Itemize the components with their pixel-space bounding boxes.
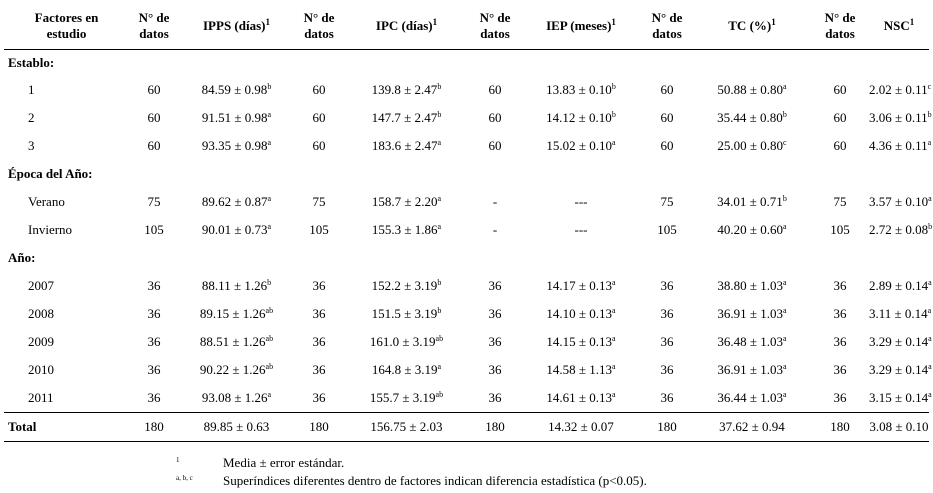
superscript-letter: a bbox=[612, 362, 616, 371]
results-table bbox=[4, 3, 933, 442]
value-text: 91.51 ± 0.98 bbox=[201, 110, 268, 125]
group-row bbox=[4, 160, 929, 188]
value-text: 36.48 ± 1.03 bbox=[717, 334, 784, 349]
superscript-letter: a bbox=[267, 138, 272, 147]
superscript-letter: b bbox=[928, 222, 933, 231]
col-ipps-header: IPPS (días)$^1$ bbox=[179, 3, 294, 50]
table-row bbox=[4, 216, 929, 244]
superscript-letter: b bbox=[927, 110, 932, 119]
cell-n-tc: 60 bbox=[660, 138, 674, 153]
value-text: 152.2 ± 3.19 bbox=[371, 278, 438, 293]
cell-ipc bbox=[344, 216, 469, 244]
cell-iep bbox=[521, 188, 641, 216]
cell-ipps bbox=[179, 104, 294, 132]
row-label: 2007 bbox=[28, 278, 54, 293]
table-row bbox=[4, 132, 929, 160]
superscript-letter: b bbox=[267, 278, 272, 287]
cell-ipc bbox=[344, 104, 469, 132]
superscript-letter: a bbox=[437, 362, 442, 371]
value-text: 89.15 ± 1.26 bbox=[199, 306, 266, 321]
superscript-letter: ab bbox=[265, 362, 274, 371]
col-nsc-header: NSC$^1$ bbox=[869, 3, 929, 50]
cell-n-tc: 36 bbox=[660, 362, 674, 377]
cell-ipps bbox=[179, 76, 294, 104]
cell-n-ipc: 105 bbox=[309, 222, 329, 237]
cell-ipc bbox=[344, 76, 469, 104]
value-text: 37.62 ± 0.94 bbox=[719, 419, 785, 434]
cell-nsc bbox=[869, 132, 932, 160]
cell-tc bbox=[693, 76, 811, 104]
cell-iep bbox=[521, 104, 641, 132]
cell-tc bbox=[693, 413, 811, 442]
cell-n-iep: 36 bbox=[488, 278, 502, 293]
superscript-letter: a bbox=[437, 194, 442, 203]
value-text: 183.6 ± 2.47 bbox=[371, 138, 438, 153]
superscript-letter: a bbox=[783, 306, 787, 315]
cell-ipc bbox=[344, 328, 469, 356]
value-text: 2.89 ± 0.14 bbox=[869, 278, 929, 293]
cell-n-ipps: 75 bbox=[147, 194, 161, 209]
group-row bbox=[4, 50, 929, 77]
row-label: 2011 bbox=[28, 390, 54, 405]
cell-n-tc: 36 bbox=[660, 278, 674, 293]
cell-n-ipps: 36 bbox=[147, 390, 161, 405]
cell-n-ipc: 36 bbox=[312, 306, 326, 321]
cell-n-ipc: 180 bbox=[294, 413, 344, 442]
superscript-letter: b bbox=[782, 110, 787, 119]
cell-n-nsc: 60 bbox=[833, 110, 847, 125]
footnote-text: Media ± error estándar. bbox=[223, 455, 345, 470]
value-text: 93.35 ± 0.98 bbox=[201, 138, 268, 153]
table-row bbox=[4, 272, 929, 300]
cell-ipc bbox=[344, 356, 469, 384]
cell-iep bbox=[521, 356, 641, 384]
row-label: 2010 bbox=[28, 362, 54, 377]
value-text: 2.02 ± 0.11 bbox=[869, 82, 928, 97]
cell-tc bbox=[693, 300, 811, 328]
cell-iep bbox=[521, 384, 641, 413]
cell-n-iep: 60 bbox=[488, 82, 502, 97]
value-text: 89.85 ± 0.63 bbox=[203, 419, 270, 434]
superscript-letter: b bbox=[437, 306, 442, 315]
superscript-letter: b bbox=[437, 278, 442, 287]
cell-n-iep: 36 bbox=[488, 390, 502, 405]
cell-ipc bbox=[344, 132, 469, 160]
cell-tc bbox=[693, 356, 811, 384]
row-label: Invierno bbox=[28, 222, 73, 237]
value-text: 3.57 ± 0.10 bbox=[869, 194, 929, 209]
cell-n-nsc: 180 bbox=[811, 413, 869, 442]
footnote bbox=[176, 473, 647, 491]
value-text: 90.22 ± 1.26 bbox=[199, 362, 266, 377]
value-text: 38.80 ± 1.03 bbox=[717, 278, 784, 293]
cell-n-ipc: 60 bbox=[312, 110, 326, 125]
superscript-letter: b bbox=[437, 110, 442, 119]
superscript-letter: b bbox=[611, 82, 616, 91]
value-text: 14.58 ± 1.13 bbox=[546, 362, 613, 377]
cell-n-ipps: 60 bbox=[147, 82, 161, 97]
cell-n-tc: 180 bbox=[641, 413, 693, 442]
cell-n-ipps: 105 bbox=[144, 222, 164, 237]
cell-n-iep: 60 bbox=[488, 138, 502, 153]
col-n-header: N° de datos bbox=[469, 3, 521, 50]
superscript-letter: a bbox=[267, 390, 272, 399]
superscript-letter: b bbox=[611, 110, 616, 119]
value-text: 156.75 ± 2.03 bbox=[370, 419, 443, 434]
superscript-letter: b bbox=[782, 194, 787, 203]
cell-ipc bbox=[344, 413, 469, 442]
value-text: 14.32 ± 0.07 bbox=[548, 419, 614, 434]
value-text: 3.29 ± 0.14 bbox=[869, 334, 929, 349]
cell-n-iep: - bbox=[492, 222, 498, 237]
value-text: 89.62 ± 0.87 bbox=[201, 194, 268, 209]
superscript-letter: a bbox=[927, 138, 932, 147]
cell-n-nsc: 36 bbox=[833, 390, 847, 405]
col-ipc-header: IPC (días)$^1$ bbox=[344, 3, 469, 50]
cell-nsc bbox=[869, 104, 932, 132]
cell-n-iep: 180 bbox=[469, 413, 521, 442]
cell-n-iep: 60 bbox=[488, 110, 502, 125]
table-row bbox=[4, 328, 929, 356]
superscript-letter: c bbox=[783, 138, 787, 147]
cell-nsc bbox=[869, 76, 932, 104]
value-text: 90.01 ± 0.73 bbox=[201, 222, 268, 237]
row-label: 3 bbox=[28, 138, 35, 153]
cell-nsc bbox=[869, 384, 932, 413]
cell-iep bbox=[521, 328, 641, 356]
cell-ipps bbox=[179, 356, 294, 384]
table-row bbox=[4, 384, 929, 413]
cell-nsc bbox=[869, 272, 932, 300]
group-row bbox=[4, 244, 929, 272]
cell-ipc bbox=[344, 188, 469, 216]
value-text: 36.91 ± 1.03 bbox=[717, 306, 784, 321]
value-text: 14.17 ± 0.13 bbox=[546, 278, 613, 293]
cell-tc bbox=[693, 104, 811, 132]
table-body bbox=[4, 50, 933, 442]
superscript-letter: a bbox=[267, 194, 272, 203]
col-n-header: N° de datos bbox=[294, 3, 344, 50]
superscript-letter: a bbox=[437, 138, 442, 147]
cell-ipps bbox=[179, 384, 294, 413]
table-row bbox=[4, 188, 929, 216]
superscript-letter: a bbox=[928, 362, 932, 371]
value-text: 15.02 ± 0.10 bbox=[546, 138, 613, 153]
cell-ipc bbox=[344, 272, 469, 300]
cell-n-nsc: 75 bbox=[833, 194, 847, 209]
cell-ipc bbox=[344, 384, 469, 413]
value-text: 93.08 ± 1.26 bbox=[201, 390, 268, 405]
cell-tc bbox=[693, 216, 811, 244]
cell-nsc bbox=[869, 328, 932, 356]
superscript-letter: a bbox=[267, 110, 272, 119]
group-title: Establo: bbox=[8, 55, 55, 70]
value-text: 147.7 ± 2.47 bbox=[371, 110, 438, 125]
row-label: Verano bbox=[28, 194, 65, 209]
cell-n-ipc: 36 bbox=[312, 334, 326, 349]
superscript-letter: a bbox=[612, 334, 616, 343]
value-text: 88.51 ± 1.26 bbox=[199, 334, 266, 349]
row-label: 1 bbox=[28, 82, 35, 97]
table-row bbox=[4, 356, 929, 384]
superscript-letter: a bbox=[612, 306, 616, 315]
cell-n-ipc: 36 bbox=[312, 362, 326, 377]
table-row bbox=[4, 76, 929, 104]
cell-ipps bbox=[179, 328, 294, 356]
superscript-letter: a bbox=[783, 82, 787, 91]
value-text: 3.06 ± 0.11 bbox=[869, 110, 928, 125]
value-text: 161.0 ± 3.19 bbox=[369, 334, 436, 349]
value-text: 36.91 ± 1.03 bbox=[717, 362, 784, 377]
cell-nsc bbox=[869, 188, 932, 216]
col-n-header: N° de datos bbox=[811, 3, 869, 50]
superscript-letter: a bbox=[612, 138, 616, 147]
value-text: 14.10 ± 0.13 bbox=[546, 306, 613, 321]
cell-iep bbox=[521, 272, 641, 300]
row-label: 2009 bbox=[28, 334, 54, 349]
superscript-letter: a bbox=[612, 278, 616, 287]
superscript-letter: ab bbox=[435, 390, 444, 399]
col-factor-header: Factores en estudio bbox=[4, 3, 129, 50]
cell-iep bbox=[521, 300, 641, 328]
cell-tc bbox=[693, 328, 811, 356]
superscript-letter: b bbox=[437, 82, 442, 91]
cell-n-tc: 75 bbox=[660, 194, 674, 209]
cell-ipps bbox=[179, 132, 294, 160]
cell-nsc bbox=[869, 356, 932, 384]
superscript-letter: a bbox=[267, 222, 272, 231]
cell-tc bbox=[693, 132, 811, 160]
superscript-letter: a bbox=[612, 390, 616, 399]
value-text: 25.00 ± 0.80 bbox=[717, 138, 784, 153]
value-text: 34.01 ± 0.71 bbox=[717, 194, 783, 209]
cell-tc bbox=[693, 272, 811, 300]
cell-n-iep: 36 bbox=[488, 362, 502, 377]
superscript-letter: b bbox=[267, 82, 272, 91]
cell-n-tc: 60 bbox=[660, 82, 674, 97]
cell-n-ipps: 36 bbox=[147, 278, 161, 293]
superscript-letter: a bbox=[783, 334, 787, 343]
cell-iep bbox=[521, 216, 641, 244]
value-text: 155.3 ± 1.86 bbox=[371, 222, 438, 237]
footnote-mark: 1 bbox=[176, 456, 180, 464]
superscript-letter: a bbox=[928, 194, 932, 203]
row-label: 2 bbox=[28, 110, 35, 125]
value-text: 84.59 ± 0.98 bbox=[201, 82, 268, 97]
value-text: 36.44 ± 1.03 bbox=[717, 390, 784, 405]
value-text: 14.15 ± 0.13 bbox=[546, 334, 613, 349]
superscript-letter: a bbox=[928, 334, 932, 343]
total-label: Total bbox=[4, 413, 129, 442]
cell-ipc bbox=[344, 300, 469, 328]
cell-ipps bbox=[179, 413, 294, 442]
footnote-mark: a, b, c bbox=[176, 474, 193, 482]
value-text: 13.83 ± 0.10 bbox=[546, 82, 612, 97]
footnote bbox=[176, 455, 647, 473]
cell-n-nsc: 60 bbox=[833, 82, 847, 97]
footnotes bbox=[176, 455, 647, 491]
superscript-letter: a bbox=[783, 222, 787, 231]
cell-n-tc: 60 bbox=[660, 110, 674, 125]
cell-n-nsc: 36 bbox=[833, 334, 847, 349]
superscript-letter: c bbox=[927, 82, 932, 91]
cell-n-tc: 36 bbox=[660, 334, 674, 349]
value-text: 88.11 ± 1.26 bbox=[201, 278, 268, 293]
cell-ipps bbox=[179, 300, 294, 328]
cell-iep bbox=[521, 132, 641, 160]
value-text: 151.5 ± 3.19 bbox=[371, 306, 438, 321]
header-row bbox=[4, 3, 929, 50]
value-text: 158.7 ± 2.20 bbox=[371, 194, 438, 209]
total-row bbox=[4, 413, 929, 442]
superscript-letter: ab bbox=[265, 334, 274, 343]
value-text: 50.88 ± 0.80 bbox=[717, 82, 784, 97]
value-text: 3.15 ± 0.14 bbox=[869, 390, 929, 405]
value-text: 139.8 ± 2.47 bbox=[371, 82, 438, 97]
table-row bbox=[4, 104, 929, 132]
cell-n-iep: 36 bbox=[488, 334, 502, 349]
row-label: 2008 bbox=[28, 306, 54, 321]
cell-n-nsc: 60 bbox=[833, 138, 847, 153]
superscript-letter: a bbox=[437, 222, 442, 231]
cell-ipps bbox=[179, 272, 294, 300]
value-text: 3.11 ± 0.14 bbox=[869, 306, 928, 321]
value-text: 164.8 ± 3.19 bbox=[371, 362, 438, 377]
cell-n-tc: 36 bbox=[660, 306, 674, 321]
cell-ipps bbox=[179, 188, 294, 216]
value-text: 14.12 ± 0.10 bbox=[546, 110, 612, 125]
cell-n-nsc: 36 bbox=[833, 362, 847, 377]
group-title: Año: bbox=[8, 250, 36, 265]
cell-tc bbox=[693, 188, 811, 216]
superscript-letter: a bbox=[928, 278, 932, 287]
col-iep-header: IEP (meses)$^1$ bbox=[521, 3, 641, 50]
cell-nsc bbox=[869, 300, 932, 328]
superscript-letter: ab bbox=[265, 306, 274, 315]
superscript-letter: a bbox=[927, 306, 932, 315]
superscript-letter: ab bbox=[435, 334, 444, 343]
cell-n-tc: 36 bbox=[660, 390, 674, 405]
cell-n-ipc: 60 bbox=[312, 138, 326, 153]
cell-n-iep: - bbox=[492, 194, 498, 209]
cell-n-ipc: 60 bbox=[312, 82, 326, 97]
cell-n-ipps: 180 bbox=[129, 413, 179, 442]
cell-n-ipc: 75 bbox=[312, 194, 326, 209]
value-text: 3.29 ± 0.14 bbox=[869, 362, 929, 377]
cell-n-nsc: 36 bbox=[833, 306, 847, 321]
group-title: Época del Año: bbox=[8, 166, 93, 181]
col-n-header: N° de datos bbox=[129, 3, 179, 50]
cell-n-ipc: 36 bbox=[312, 278, 326, 293]
cell-n-tc: 105 bbox=[657, 222, 677, 237]
superscript-letter: a bbox=[783, 278, 787, 287]
value-text: --- bbox=[574, 194, 588, 209]
superscript-letter: a bbox=[783, 362, 787, 371]
superscript-letter: a bbox=[928, 390, 932, 399]
cell-n-ipps: 36 bbox=[147, 362, 161, 377]
cell-n-ipps: 60 bbox=[147, 110, 161, 125]
table-row bbox=[4, 300, 929, 328]
value-text: 4.36 ± 0.11 bbox=[869, 138, 928, 153]
cell-nsc bbox=[869, 216, 933, 244]
cell-n-ipc: 36 bbox=[312, 390, 326, 405]
cell-n-nsc: 105 bbox=[830, 222, 850, 237]
value-text: 35.44 ± 0.80 bbox=[717, 110, 783, 125]
value-text: --- bbox=[574, 222, 588, 237]
footnote-text: Superíndices diferentes dentro de factores indican diferencia estadística (p<0.05). bbox=[223, 473, 647, 488]
cell-ipps bbox=[179, 216, 294, 244]
superscript-letter: a bbox=[783, 390, 787, 399]
cell-n-ipps: 36 bbox=[147, 334, 161, 349]
cell-n-iep: 36 bbox=[488, 306, 502, 321]
col-tc-header: TC (%)$^1$ bbox=[693, 3, 811, 50]
cell-n-nsc: 36 bbox=[833, 278, 847, 293]
value-text: 155.7 ± 3.19 bbox=[369, 390, 436, 405]
cell-n-ipps: 36 bbox=[147, 306, 161, 321]
cell-iep bbox=[521, 413, 641, 442]
value-text: 14.61 ± 0.13 bbox=[546, 390, 613, 405]
value-text: 40.20 ± 0.60 bbox=[717, 222, 784, 237]
cell-tc bbox=[693, 384, 811, 413]
value-text: 2.72 ± 0.08 bbox=[869, 222, 929, 237]
value-text: 3.08 ± 0.10 bbox=[869, 419, 929, 434]
cell-iep bbox=[521, 76, 641, 104]
cell-nsc bbox=[869, 413, 929, 442]
col-n-header: N° de datos bbox=[641, 3, 693, 50]
cell-n-ipps: 60 bbox=[147, 138, 161, 153]
